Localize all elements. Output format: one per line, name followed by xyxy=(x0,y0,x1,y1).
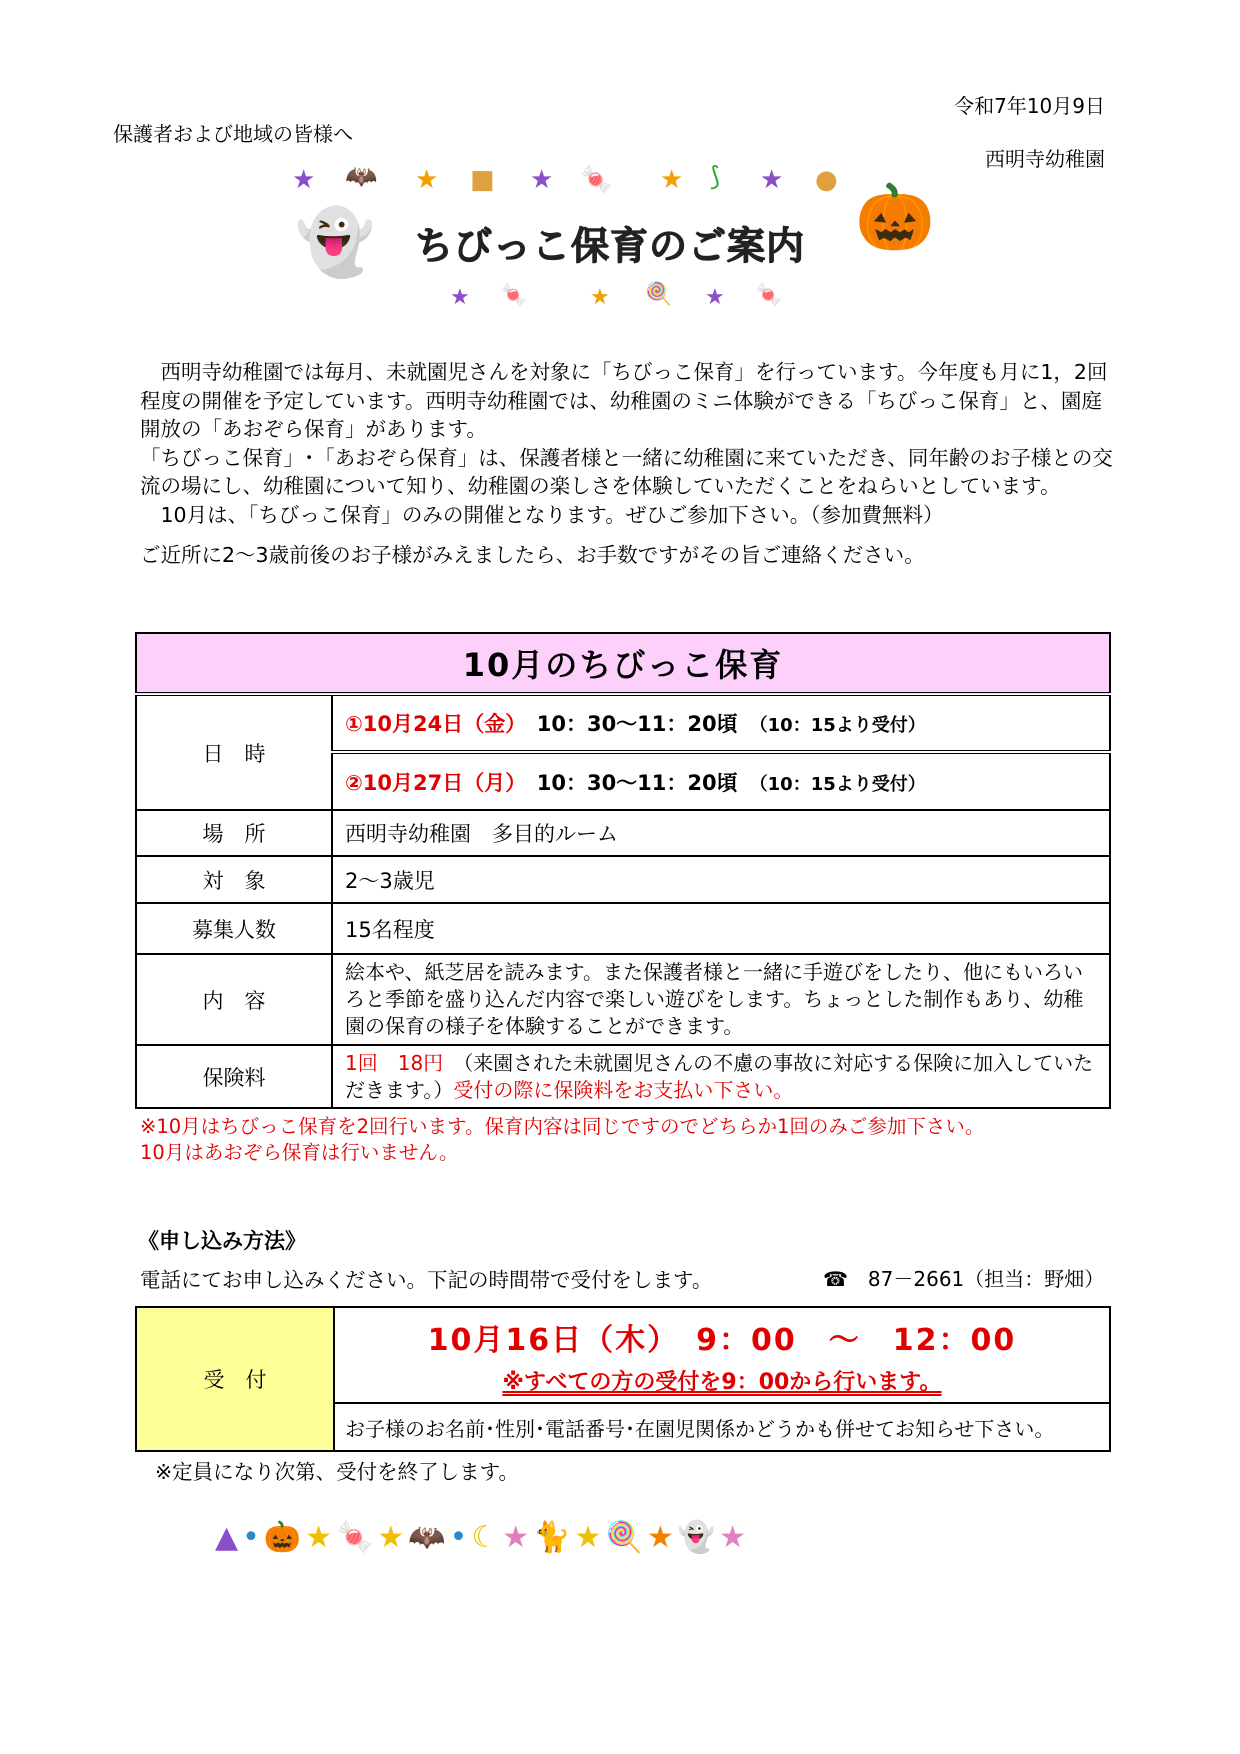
fee-payment: 受付の際に保険料をお支払い下さい。 xyxy=(453,1077,794,1102)
session-2 xyxy=(332,752,1110,810)
organization-name: 西明寺幼稚園 xyxy=(985,147,1105,171)
cookie-icon: ■ xyxy=(470,165,495,195)
moon-icon: ☾ xyxy=(471,1520,503,1555)
page-title: ちびっこ保育のご案内 xyxy=(415,224,806,268)
fee-note: （来園された未就園児さんの不慮の事故に対応する保険に加入していただきます。） xyxy=(345,1050,1094,1102)
intro-text xyxy=(140,358,1115,570)
application-heading: 《申し込み方法》 xyxy=(138,1229,306,1253)
schedule-title: 10月のちびっこ保育 xyxy=(136,633,1110,694)
phone-number: 87－2661（担当：野畑） xyxy=(867,1267,1105,1291)
star-icon: ★ xyxy=(590,285,610,310)
row-label: 場 所 xyxy=(136,810,332,856)
reception-table xyxy=(135,1306,1111,1452)
phone-contact xyxy=(823,1263,1104,1292)
cookie-icon: ● xyxy=(815,165,838,195)
bunny-pumpkin-icon: 🎃 xyxy=(855,181,935,255)
fee-amount: 1回 18円 xyxy=(345,1050,444,1075)
session-date: ②10月27日（月） xyxy=(345,770,516,795)
row-value: 15名程度 xyxy=(332,903,1110,954)
bat-icon: 🦇 xyxy=(408,1520,450,1555)
intro-paragraph: 「ちびっこ保育」･「あおぞら保育」は、保護者様と一緒に幼稚園に来ていただき、同年齢のお子様との交流の場にし、幼稚園について知り、幼稚園の楽しさを体験していただくことをねらいとしています。 xyxy=(140,445,1113,498)
candy-icon: 🍬 xyxy=(755,283,783,308)
row-label: 対 象 xyxy=(136,856,332,903)
star-icon: ★ xyxy=(415,165,439,195)
application-instruction: 電話にてお申し込みください。下記の時間帯で受付をします。 xyxy=(140,1268,713,1292)
ghost-icon: 👻 xyxy=(677,1520,720,1555)
lollipop-icon: 🍭 xyxy=(645,282,673,307)
star-icon: ★ xyxy=(292,165,316,195)
phone-icon: ☎ xyxy=(823,1267,848,1291)
closing-note: ※定員になり次第、受付を終了します。 xyxy=(155,1460,520,1484)
reception-notice: ※すべての方の受付を9：00から行います。 xyxy=(502,1369,942,1395)
candy-icon: 🍬 xyxy=(336,1520,378,1555)
pumpkin-icon: 🎃 xyxy=(263,1520,306,1555)
session-1 xyxy=(332,694,1110,752)
row-label: 募集人数 xyxy=(136,903,332,954)
star-icon: ★ xyxy=(660,165,684,195)
star-icon: ★ xyxy=(530,165,554,195)
star-icon: ★ xyxy=(705,285,725,310)
row-value: 絵本や、紙芝居を読みます。また保護者様と一緒に手遊びをしたり、他にもいろいろと季節を盛り込んだ内容で楽しい遊びをします。ちょっとした制作もあり、幼稚園の保育の様子を体験することができます。 xyxy=(332,954,1110,1045)
greeting: 保護者および地域の皆様へ xyxy=(113,122,353,146)
reception-datetime: 10月16日（木） 9：00 ～ 12：00 xyxy=(427,1322,1017,1358)
lollipop-icon: 🍭 xyxy=(605,1520,647,1555)
intro-paragraph: 西明寺幼稚園では毎月、未就園児さんを対象に「ちびっこ保育」を行っています。今年度も月に1，2回程度の開催を予定しています。西明寺幼稚園では、幼稚園のミニ体験ができる「ちびっこ保育」と、園庭開放の「あおぞら保育」があります。 xyxy=(140,360,1108,441)
candy-icon: 🍬 xyxy=(580,165,613,195)
witch-hat-icon: ▲ xyxy=(215,1520,243,1555)
bat-icon: 🦇 xyxy=(345,162,378,192)
intro-paragraph: ご近所に2～3歳前後のお子様がみえましたら、お手数ですがその旨ご連絡ください。 xyxy=(140,543,925,567)
note: 10月はあおぞら保育は行いません。 xyxy=(140,1141,459,1164)
star-icon: ★ xyxy=(760,165,784,195)
session-time: 10：30～11：20頃 xyxy=(536,770,738,795)
ghost-icon: 👻 xyxy=(295,206,375,280)
session-date: ①10月24日（金） xyxy=(345,712,516,736)
session-time: 10：30～11：20頃 xyxy=(536,712,738,736)
row-value: 2～3歳児 xyxy=(332,856,1110,903)
session-reception: （10：15より受付） xyxy=(758,715,926,736)
fee-value xyxy=(332,1045,1110,1108)
reception-label: 受 付 xyxy=(136,1307,334,1451)
cat-icon: 🐈 xyxy=(533,1520,575,1555)
row-label: 内 容 xyxy=(136,954,332,1045)
schedule-table xyxy=(135,632,1111,1109)
star-icon: ★ xyxy=(450,285,470,310)
halloween-border-decoration: ▲•🎃★🍬★🦇•☾★🐈★🍭★👻★ xyxy=(215,1520,750,1555)
session-reception: （10：15より受付） xyxy=(758,773,926,795)
candy-cane-icon: ⟆ xyxy=(710,162,721,192)
notes xyxy=(140,1114,984,1166)
note: ※10月はちびっこ保育を2回行います。保育内容は同じですのでどちらか1回のみご参加下さい。 xyxy=(140,1115,985,1138)
row-value: 西明寺幼稚園 多目的ルーム xyxy=(332,810,1110,856)
document-date: 令和7年10月9日 xyxy=(954,94,1105,118)
candy-icon: 🍬 xyxy=(500,283,528,308)
reception-info: お子様のお名前･性別･電話番号･在園児関係かどうかも併せてお知らせ下さい。 xyxy=(334,1403,1110,1451)
reception-time xyxy=(334,1307,1110,1403)
intro-paragraph: 10月は、「ちびっこ保育」のみの開催となります。ぜひご参加下さい。（参加費無料） xyxy=(140,502,944,527)
datetime-label: 日 時 xyxy=(136,694,332,810)
fee-label: 保険料 xyxy=(136,1045,332,1108)
